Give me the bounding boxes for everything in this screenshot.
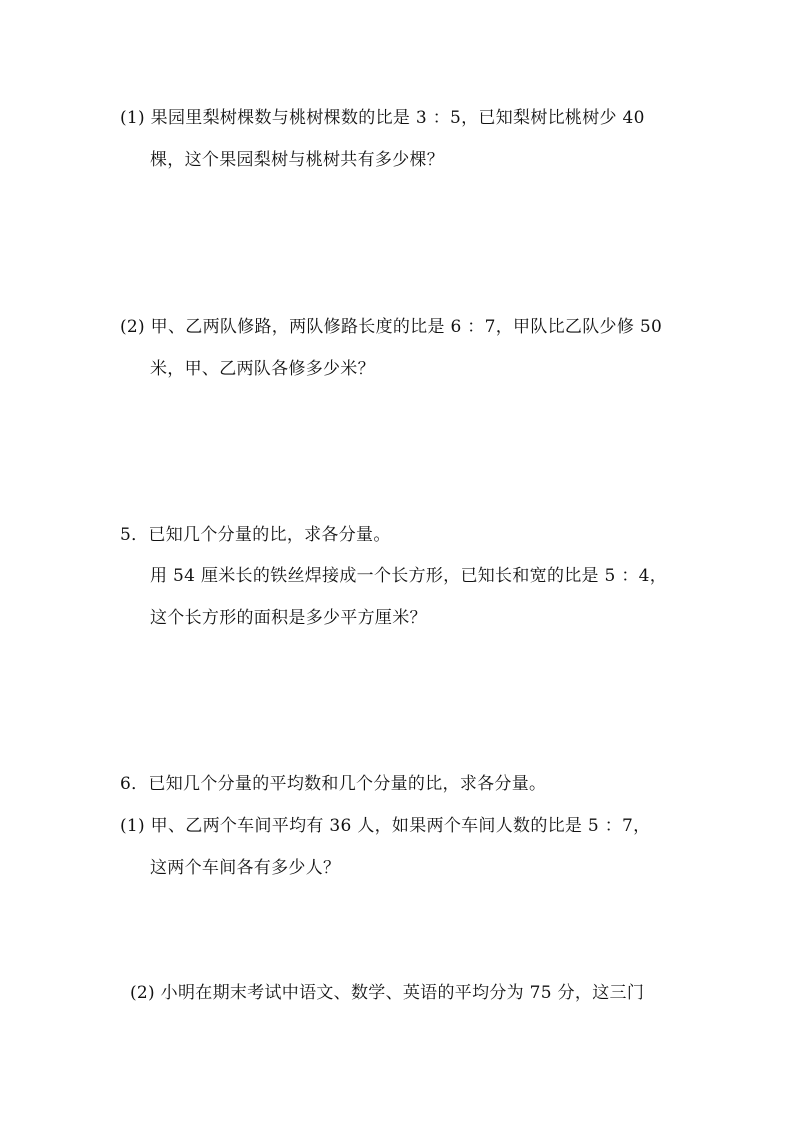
problem-6-heading: 6．已知几个分量的平均数和几个分量的比，求各分量。 (120, 774, 547, 794)
problem-4-1-line-2: 棵，这个果园梨树与桃树共有多少棵？ (150, 150, 445, 170)
problem-5-line-1: 用 54 厘米长的铁丝焊接成一个长方形，已知长和宽的比是 5 ：4， (150, 566, 668, 586)
problem-5-line-2: 这个长方形的面积是多少平方厘米？ (150, 608, 427, 628)
problem-4-2-line-2: 米，甲、乙两队各修多少米？ (150, 359, 375, 379)
problem-6-2-line-1: (2) 小明在期末考试中语文、数学、英语的平均分为 75 分，这三门 (130, 983, 645, 1003)
problem-4-2-line-1: (2) 甲、乙两队修路，两队修路长度的比是 6 ：7，甲队比乙队少修 50 (120, 317, 663, 337)
problem-4-1-line-1: (1) 果园里梨树棵数与桃树棵数的比是 3 ：5，已知梨树比桃树少 40 (120, 108, 645, 128)
problem-6-1-line-2: 这两个车间各有多少人？ (150, 858, 341, 878)
problem-5-heading: 5．已知几个分量的比，求各分量。 (120, 525, 391, 545)
problem-6-1-line-1: (1) 甲、乙两个车间平均有 36 人，如果两个车间人数的比是 5 ：7， (120, 816, 651, 836)
